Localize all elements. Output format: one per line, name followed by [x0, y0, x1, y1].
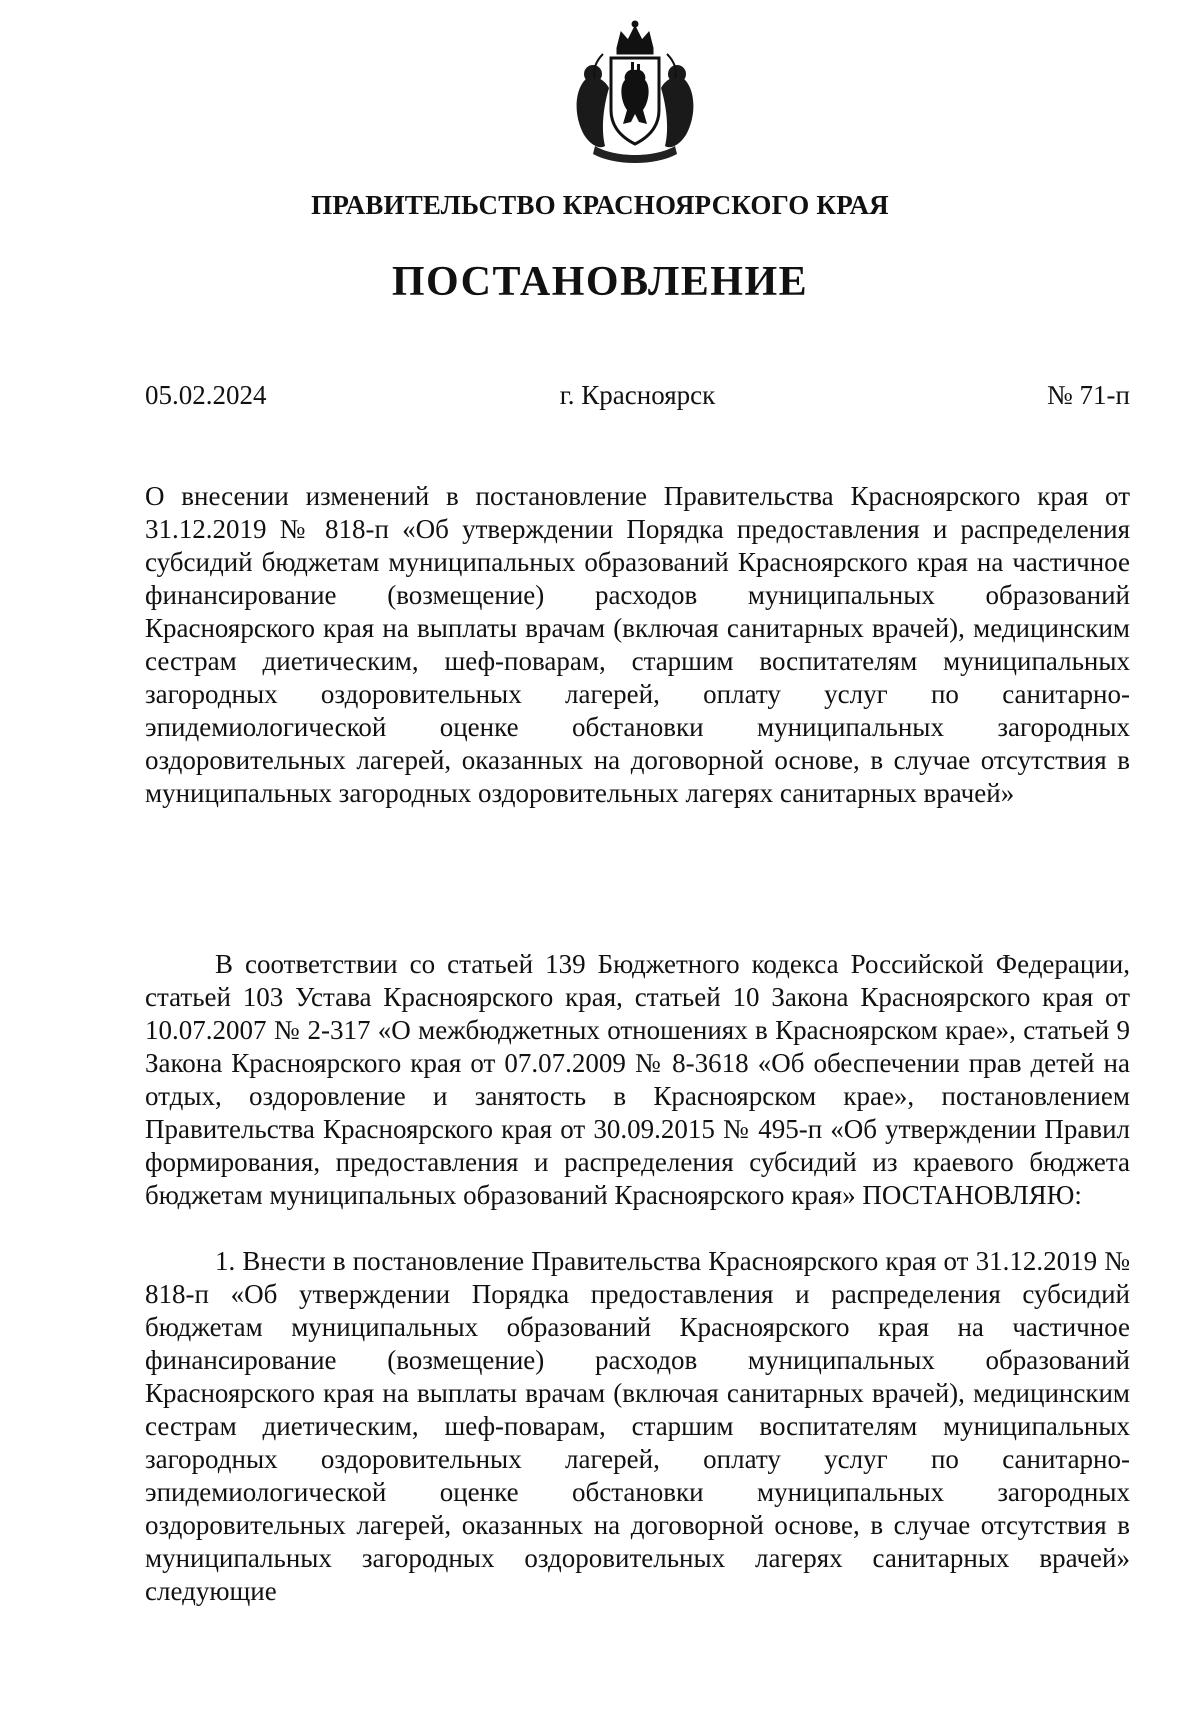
document-item-1: 1. Внести в постановление Правительства Красноярского края от 31.12.2019 № 818-п «Об утверждении Порядка предоставления и распределения субсидий бюджетам муниципальных образований Красноярского края на частичное финансирование (возмещение) расходов муниципальных образований Красноярского края на выплаты врачам (включая санитарных врачей), медицинским сестрам диетическим, шеф-поварам, старшим воспитателям муниципальных загородных оздоровительных лагерей, оплату услуг по санитарно-эпидемиологической оценке обстановки муниципальных загородных оздоровительных лагерей, оказанных на договорной основе, в случае отсутствия в муниципальных загородных оздоровительных лагерях санитарных врачей» следующие	[145, 1246, 1130, 1606]
document-kind-title: ПОСТАНОВЛЕНИЕ	[391, 259, 809, 305]
document-date: 05.02.2024	[145, 380, 267, 410]
document-number: № 71-п	[1047, 380, 1130, 410]
government-name: ПРАВИТЕЛЬСТВО КРАСНОЯРСКОГО КРАЯ	[311, 190, 889, 220]
krasnoyarsk-coat-of-arms-icon	[565, 18, 705, 168]
document-meta-row	[145, 380, 1130, 416]
document-subject: О внесении изменений в постановление Правительства Красноярского края от 31.12.2019 № 818-п «Об утверждении Порядка предоставления и распределения субсидий бюджетам муниципальных образований Красноярского края на частичное финансирование (возмещение) расходов муниципальных образований Красноярского края на выплаты врачам (включая санитарных врачей), медицинским сестрам диетическим, шеф-поварам, старшим воспитателям муниципальных загородных оздоровительных лагерей, оплату услуг по санитарно-эпидемиологической оценке обстановки муниципальных загородных оздоровительных лагерей, оказанных на договорной основе, в случае отсутствия в муниципальных загородных оздоровительных лагерях санитарных врачей»	[145, 481, 1130, 808]
document-city: г. Красноярск	[559, 380, 716, 410]
document-preamble: В соответствии со статьей 139 Бюджетного кодекса Российской Федерации, статьей 103 Устава Красноярского края, статьей 10 Закона Красноярского края от 10.07.2007 № 2-317 «О межбюджетных отношениях в Красноярском крае», статьей 9 Закона Красноярского края от 07.07.2009 № 8-3618 «Об обеспечении прав детей на отдых, оздоровление и занятость в Красноярском крае», постановлением Правительства Красноярского края от 30.09.2015 № 495-п «Об утверждении Правил формирования, предоставления и распределения субсидий из краевого бюджета бюджетам муниципальных образований Красноярского края» ПОСТАНОВЛЯЮ:	[145, 949, 1130, 1210]
